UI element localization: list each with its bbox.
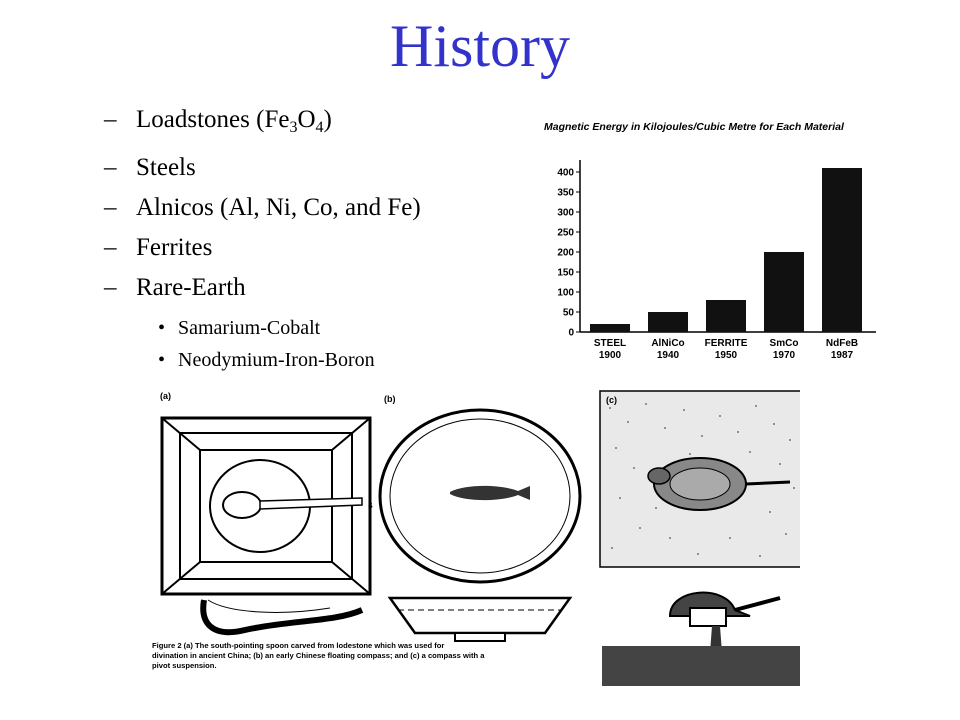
loadstones-text: Loadstones (Fe [136, 106, 290, 133]
sub-bullet-text: Samarium-Cobalt [178, 317, 321, 339]
magnetic-energy-bar-chart [536, 110, 906, 370]
bar-ferrite [706, 300, 746, 332]
dash-marker: – [104, 106, 117, 133]
x-category-label: AlNiCo [651, 338, 685, 349]
panel-a-label: (a) [160, 391, 171, 401]
dot-marker: • [158, 317, 166, 339]
chart-plot-area [557, 160, 876, 361]
y-tick-label: 300 [557, 207, 574, 219]
oxygen-symbol: O [297, 106, 316, 133]
bar-ndfeb [822, 168, 862, 332]
subscript-4: 4 [315, 119, 324, 136]
bullet-item-loadstones [104, 100, 421, 148]
sub-bullet-list [158, 312, 375, 376]
x-category-label: NdFeB [825, 338, 859, 349]
sub-bullet-neodymium [158, 344, 375, 376]
bullet-item-alnicos [104, 188, 421, 228]
sub-bullet-text: Neodymium-Iron-Boron [178, 349, 375, 371]
bullet-item-ferrites [104, 228, 421, 268]
subscript-3: 3 [289, 119, 298, 136]
ancient-compass-figure [150, 388, 800, 688]
panel-c-label: (c) [606, 395, 617, 405]
y-tick-label: 400 [557, 167, 574, 179]
bullet-text: Steels [136, 154, 196, 181]
panel-b-label: (b) [384, 394, 396, 404]
x-year-label: 1900 [598, 350, 622, 361]
y-tick-label: 50 [562, 307, 574, 319]
bullet-text: Ferrites [136, 234, 213, 261]
x-year-label: 1970 [772, 350, 796, 361]
floating-compass-drawing [380, 410, 580, 641]
y-tick-label: 200 [557, 247, 574, 259]
dot-marker: • [158, 349, 166, 371]
dash-marker: – [104, 274, 117, 301]
dash-marker: – [104, 234, 117, 261]
south-pole-label: S [368, 503, 373, 510]
sub-bullet-samarium-cobalt [158, 312, 375, 344]
turtle-pivot-compass-drawing [600, 391, 800, 686]
x-category-label: SmCo [769, 338, 799, 349]
slide-title: History [390, 13, 570, 79]
bar-alnico [648, 312, 688, 332]
dash-marker: – [104, 154, 117, 181]
figure-caption-line-2: divination in ancient China; (b) an early Chinese floating compass; and (c) a compass with a [152, 651, 485, 660]
bullet-text: Rare-Earth [136, 274, 246, 301]
y-tick-label: 150 [557, 267, 574, 279]
y-tick-label: 0 [568, 327, 574, 339]
y-tick-label: 350 [557, 187, 574, 199]
bullet-item-steels [104, 148, 421, 188]
bullet-text: Alnicos (Al, Ni, Co, and Fe) [136, 194, 421, 221]
closing-paren: ) [323, 106, 332, 133]
y-tick-label: 250 [557, 227, 574, 239]
bar-steel [590, 324, 630, 332]
dash-marker: – [104, 194, 117, 221]
figure-caption-line-1: Figure 2 (a) The south-pointing spoon carved from lodestone which was used for [152, 641, 445, 650]
x-year-label: 1940 [656, 350, 680, 361]
x-category-label: FERRITE [704, 338, 748, 349]
chart-title: Magnetic Energy in Kilojoules/Cubic Metre for Each Material [544, 121, 844, 133]
x-year-label: 1987 [830, 350, 854, 361]
bar-smco [764, 252, 804, 332]
figure-caption-line-3: pivot suspension. [152, 661, 217, 670]
bullet-item-rare-earth [104, 268, 421, 308]
y-tick-label: 100 [557, 287, 574, 299]
spoon-side-view-drawing [203, 600, 362, 632]
x-category-label: STEEL [593, 338, 627, 349]
x-year-label: 1950 [714, 350, 738, 361]
bullet-list [104, 100, 421, 308]
